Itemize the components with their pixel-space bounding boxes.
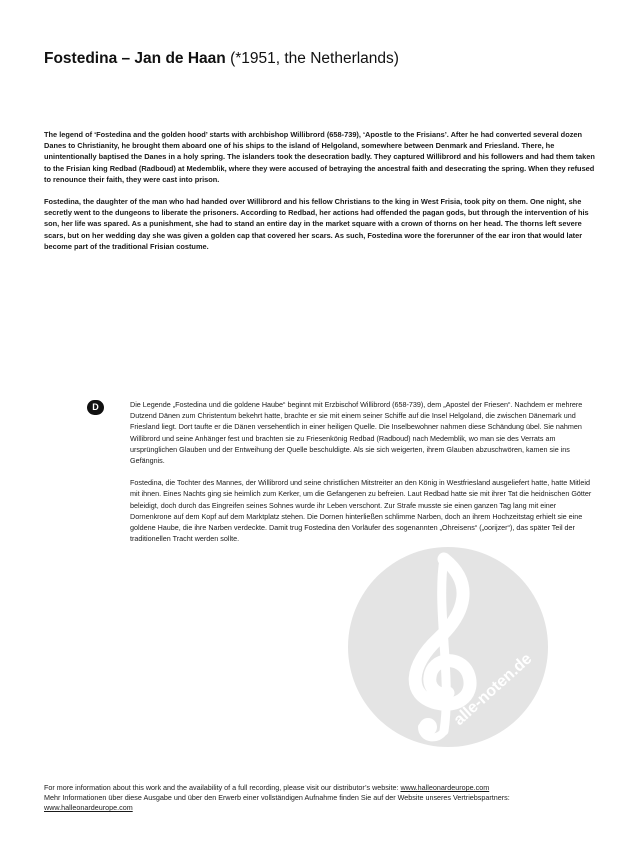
title-main: Fostedina – Jan de Haan: [44, 50, 226, 67]
footer-line-link: [44, 803, 604, 813]
footer-text-en: For more information about this work and the availability of a full recording, please visit our distributor’s website:: [44, 783, 401, 792]
footer-line-en: [44, 783, 604, 793]
english-paragraph: Fostedina, the daughter of the man who had handed over Willibrord and his fellow Christians to the king in West Frisia, took pity on them. One night, she secretly went to the dungeons to liberate the prisoners. According to Redbad, her actions had offended the pagan gods, but through the intervention of his son, her life was spared. As a punishment, she had to stand an entire day in the market square with a crown of thorns on her head. The thorns left severe scars, but on her wedding day she was given a golden cap that covered her scars. As such, Fostedina wore the forerunner of the ear iron that would later become part of the traditional Frisian costume.: [44, 197, 589, 251]
footer: [44, 783, 604, 813]
german-paragraph: Die Legende „Fostedina und die goldene Haube“ beginnt mit Erzbischof Willibrord (658-739), dem „Apostel der Friesen“. Nachdem er mehrere Dutzend Dänen zum Christentum bekehrt hatte, brachte er sie mit einem seiner Schiffe auf die Insel Helgoland, die zwischen Dänemark und Friesland liegt. Dort taufte er die Dänen versehentlich in einer heiligen Quelle. Die Inselbewohner nahmen diese Schändung übel. Sie nahmen Willibrord und seine Anhänger fest und brachten sie zu Friesenkönig Redbad (Radboud) nach Medemblik, wo man sie des Verrats am ursprünglichen Glauben und der Entweihung der Quelle beschuldigte. Als sie sich weigerten, ihrem Glauben abzuschwören, kamen sie ins Gefängnis.: [130, 400, 583, 466]
watermark: [348, 547, 548, 747]
language-badge-german: D: [87, 400, 104, 415]
english-paragraph: The legend of ‘Fostedina and the golden hood’ starts with archbishop Willibrord (658-739), ‘Apostle to the Frisians’. After he had converted several dozen Danes to Christianity, he brought them aboard one of his ships to the island of Helgoland, somewhere between Denmark and Friesland. There, he unintentionally baptised the Danes in a holy spring. The islanders took the desecration badly. They captured Willibrord and his followers and had them taken to the Frisian king Redbad (Radboud) at Medemblik, where they were accused of betraying the ancestral faith and desecrating the spring. When they refused to renounce their faith, they were cast into prison.: [44, 130, 595, 184]
german-text: [130, 399, 597, 555]
footer-text-de: Mehr Informationen über diese Ausgabe und über den Erwerb einer vollständigen Aufnahme finden Sie auf der Website unseres Vertriebspartners:: [44, 793, 510, 802]
german-paragraph: Fostedina, die Tochter des Mannes, der Willibrord und seine christlichen Mitstreiter an den König in Westfriesland ausgeliefert hatte, hatte Mitleid mit ihnen. Eines Nachts ging sie heimlich zum Kerker, um die Gefangenen zu befreien. Laut Redbad hatte sie mit ihrer Tat die heidnischen Götter beleidigt, doch durch das Eingreifen seines Sohnes wurde ihr Leben verschont. Zur Strafe musste sie einen ganzen Tag lang mit einer Dornenkrone auf dem Kopf auf dem Marktplatz stehen. Die Dornen hinterließen schlimme Narben, doch an ihrem Hochzeitstag erhielt sie eine goldene Haube, die ihre Narben verdeckte. Damit trug Fostedina den Vorläufer des sogenannten „Ohreisens“ („oorijzer“), das später Teil der traditionellen Tracht werden sollte.: [130, 478, 592, 544]
watermark-text: alle-noten.de: [450, 650, 536, 729]
clef-dot: [419, 718, 437, 736]
page-title: [44, 49, 604, 69]
distributor-link-de[interactable]: www.halleonardeurope.com: [44, 803, 133, 812]
title-sub: (*1951, the Netherlands): [230, 50, 399, 67]
distributor-link[interactable]: www.halleonardeurope.com: [400, 783, 490, 792]
english-text: [44, 129, 597, 263]
